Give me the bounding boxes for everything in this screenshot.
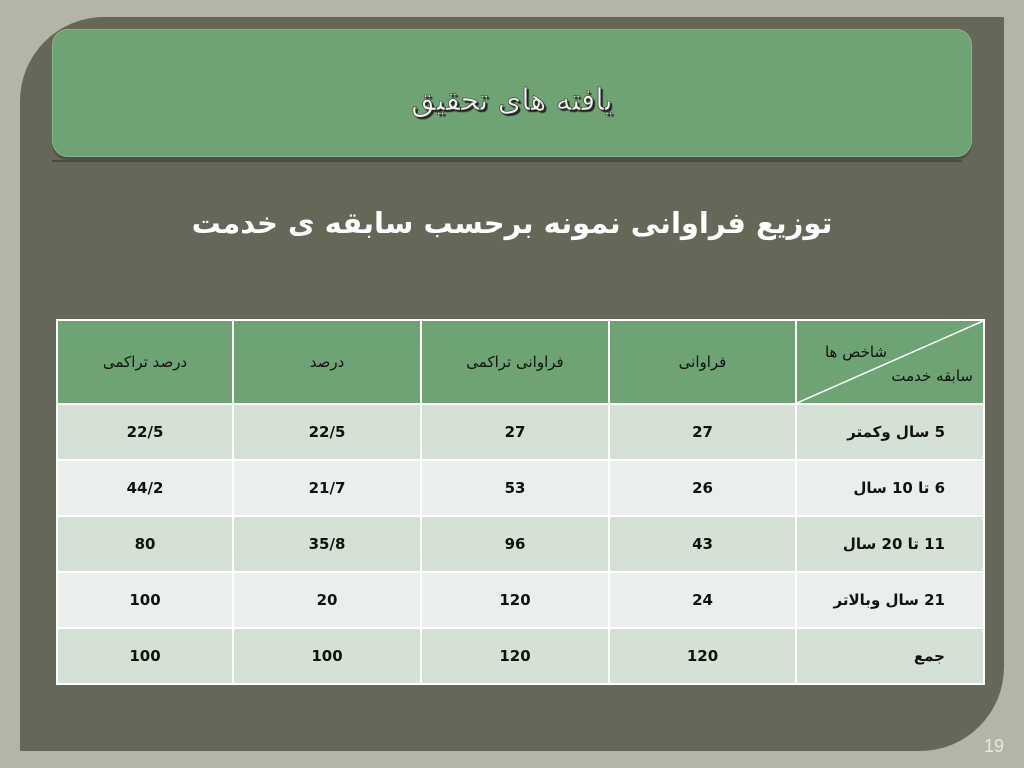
table-row: [57, 572, 984, 628]
cell-cumulative-percent: 100: [57, 628, 233, 684]
table-row: [57, 516, 984, 572]
table-row: [57, 404, 984, 460]
header-cumulative-percent: درصد تراکمی: [57, 320, 233, 404]
corner-label-indicators: شاخص ها: [824, 343, 887, 361]
title-underline: [52, 160, 962, 162]
table-caption: توزیع فراوانی نمونه برحسب سابقه ی خدمت: [191, 206, 833, 240]
corner-header-cell: [796, 320, 984, 404]
cell-frequency: 24: [609, 572, 796, 628]
cell-frequency: 27: [609, 404, 796, 460]
cell-cumulative-frequency: 120: [421, 628, 609, 684]
cell-frequency: 43: [609, 516, 796, 572]
cell-cumulative-frequency: 120: [421, 572, 609, 628]
slide-title: یافته های تحقیق: [411, 83, 613, 118]
cell-cumulative-percent: 80: [57, 516, 233, 572]
corner-diagonal-line: [797, 321, 983, 403]
cell-percent: 35/8: [233, 516, 421, 572]
row-label: 6 تا 10 سال: [796, 460, 984, 516]
cell-frequency: 26: [609, 460, 796, 516]
table-row: [57, 460, 984, 516]
table-header-row: [57, 320, 984, 404]
frequency-table: [56, 319, 985, 685]
cell-cumulative-frequency: 96: [421, 516, 609, 572]
cell-cumulative-percent: 22/5: [57, 404, 233, 460]
corner-label-service: سابقه خدمت: [891, 367, 973, 385]
header-cumulative-frequency: فراوانی تراکمی: [421, 320, 609, 404]
cell-cumulative-frequency: 27: [421, 404, 609, 460]
cell-cumulative-frequency: 53: [421, 460, 609, 516]
cell-percent: 21/7: [233, 460, 421, 516]
header-frequency: فراوانی: [609, 320, 796, 404]
cell-percent: 20: [233, 572, 421, 628]
cell-frequency: 120: [609, 628, 796, 684]
table-row-total: [57, 628, 984, 684]
header-percent: درصد: [233, 320, 421, 404]
row-label: جمع: [796, 628, 984, 684]
page-number: 19: [984, 736, 1005, 756]
row-label: 21 سال وبالاتر: [796, 572, 984, 628]
cell-percent: 22/5: [233, 404, 421, 460]
cell-cumulative-percent: 100: [57, 572, 233, 628]
row-label: 11 تا 20 سال: [796, 516, 984, 572]
cell-percent: 100: [233, 628, 421, 684]
cell-cumulative-percent: 44/2: [57, 460, 233, 516]
row-label: 5 سال وکمتر: [796, 404, 984, 460]
